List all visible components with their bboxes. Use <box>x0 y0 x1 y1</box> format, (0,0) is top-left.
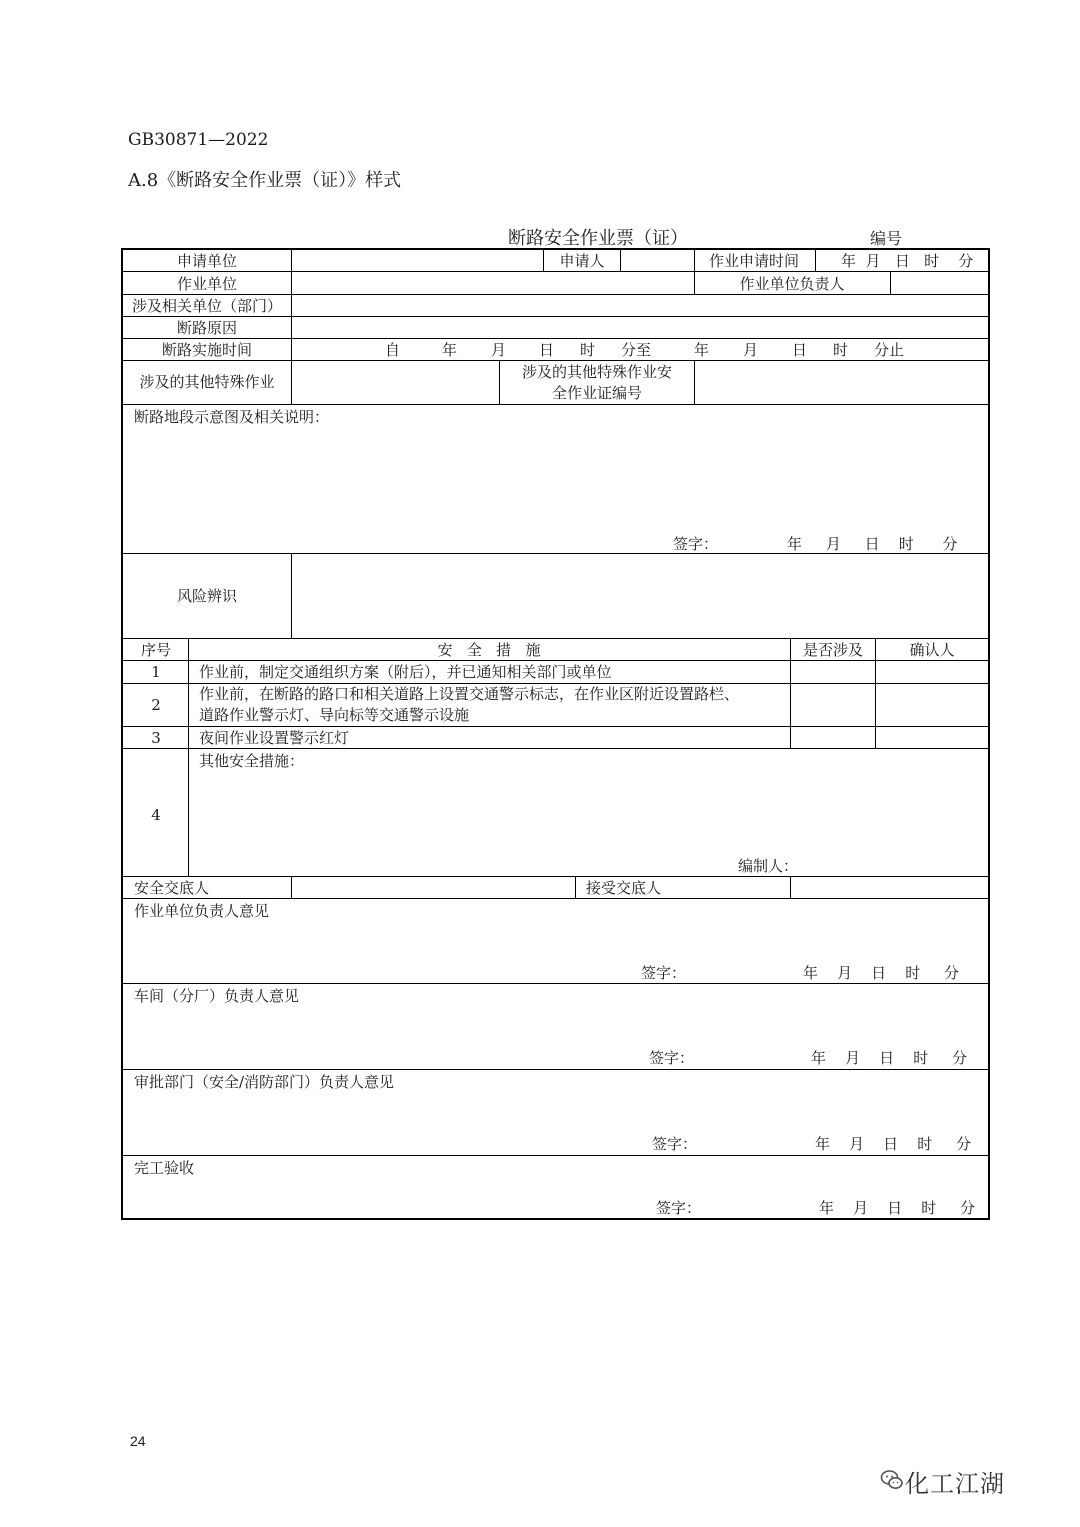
measure-involved-cell[interactable] <box>791 661 875 683</box>
opinion-sign-date: 年 月 日 时 分 <box>803 964 960 982</box>
row-divider <box>123 338 988 339</box>
apply-time-field[interactable]: 年 月 日 时 分 <box>841 252 974 270</box>
form-title: 断路安全作业票（证） <box>508 228 688 249</box>
row-divider <box>123 898 988 899</box>
reason-field[interactable] <box>292 317 988 338</box>
completion-label: 完工验收 <box>134 1159 195 1177</box>
opinion-field[interactable] <box>123 1007 988 1047</box>
measure-confirmer-cell[interactable] <box>876 684 988 726</box>
watermark: 化工江湖 <box>905 1470 1005 1498</box>
measure-involved-cell[interactable] <box>791 727 875 748</box>
time-hour: 时 <box>580 341 596 359</box>
other-special-label: 涉及的其他特殊作业 <box>139 373 275 391</box>
confirmer-header: 确认人 <box>909 641 955 659</box>
related-units-label: 涉及相关单位（部门） <box>131 297 283 315</box>
measure-involved-cell[interactable] <box>791 684 875 726</box>
work-unit-field[interactable] <box>292 272 694 294</box>
opinion-label: 审批部门（安全/消防部门）负责人意见 <box>134 1073 395 1091</box>
row-divider <box>123 404 988 405</box>
opinion-field[interactable] <box>123 1093 988 1133</box>
opinion-sign-date: 年 月 日 时 分 <box>815 1135 972 1153</box>
measure-text: 作业前，制定交通组织方案（附后），并已通知相关部门或单位 <box>199 663 612 681</box>
measure-seq: 1 <box>151 663 161 681</box>
opinion-sign-label: 签字： <box>641 964 687 982</box>
other-special-field[interactable] <box>292 361 499 404</box>
time-min-end: 分止 <box>874 341 905 359</box>
other-special-no-label-line1: 涉及的其他特殊作业安 <box>521 363 673 381</box>
receiver-field[interactable] <box>791 877 988 898</box>
col-divider <box>499 360 500 404</box>
time-year2: 年 <box>694 341 710 359</box>
time-month: 月 <box>491 341 507 359</box>
row-divider <box>123 1155 988 1156</box>
time-hour2: 时 <box>833 341 849 359</box>
row-divider <box>123 1069 988 1070</box>
time-day: 日 <box>539 341 555 359</box>
time-from: 自 <box>385 341 401 359</box>
time-year: 年 <box>442 341 458 359</box>
involved-header: 是否涉及 <box>802 641 864 659</box>
diagram-area[interactable] <box>123 428 988 528</box>
page-number: 24 <box>130 1433 146 1449</box>
impl-time-label: 断路实施时间 <box>161 341 253 359</box>
receiver-label: 接受交底人 <box>586 879 662 897</box>
applicant-unit-field[interactable] <box>292 250 543 271</box>
col-divider <box>575 876 576 898</box>
opinion-field[interactable] <box>123 922 988 962</box>
completion-sign-label: 签字： <box>656 1199 702 1217</box>
reason-label: 断路原因 <box>176 319 238 337</box>
discloser-label: 安全交底人 <box>134 879 210 897</box>
measure-seq: 3 <box>151 729 161 747</box>
col-divider <box>815 250 816 272</box>
measure-seq: 2 <box>151 696 161 714</box>
col-divider <box>543 250 544 272</box>
form-number-label: 编号 <box>870 229 903 248</box>
time-day2: 日 <box>792 341 808 359</box>
measure-seq: 4 <box>151 806 161 824</box>
seq-header: 序号 <box>140 641 172 659</box>
risk-label: 风险辨识 <box>176 587 238 605</box>
opinion-sign-label: 签字： <box>649 1049 695 1067</box>
permit-form <box>121 248 990 1220</box>
related-units-field[interactable] <box>292 295 988 316</box>
applicant-field[interactable] <box>621 250 694 271</box>
compiler-label: 编制人： <box>738 857 799 875</box>
diagram-sign-date: 年 月 日 时 分 <box>787 535 958 553</box>
row-divider <box>123 748 988 749</box>
completion-sign-date: 年 月 日 时 分 <box>819 1199 976 1217</box>
measure-confirmer-cell[interactable] <box>876 727 988 748</box>
risk-field[interactable] <box>292 554 988 638</box>
work-unit-leader-field[interactable] <box>891 272 988 294</box>
other-measures-field[interactable] <box>189 772 988 854</box>
standard-code: GB30871—2022 <box>128 130 269 150</box>
col-divider <box>694 250 695 294</box>
opinion-sign-date: 年 月 日 时 分 <box>811 1049 968 1067</box>
measure-text-line1: 作业前，在断路的路口和相关道路上设置交通警示标志，在作业区附近设置路栏、 <box>199 685 740 703</box>
diagram-sign-label: 签字： <box>673 535 719 553</box>
measure-text: 夜间作业设置警示红灯 <box>199 729 350 747</box>
other-measures-label: 其他安全措施： <box>199 752 305 770</box>
other-special-no-field[interactable] <box>695 361 988 404</box>
work-unit-leader-label: 作业单位负责人 <box>739 275 845 293</box>
opinion-label: 车间（分厂）负责人意见 <box>134 987 300 1005</box>
discloser-field[interactable] <box>292 877 575 898</box>
opinion-sign-label: 签字： <box>652 1135 698 1153</box>
other-special-no-label-line2: 全作业证编号 <box>551 384 643 402</box>
diagram-label: 断路地段示意图及相关说明： <box>134 408 330 426</box>
opinion-label: 作业单位负责人意见 <box>134 902 270 920</box>
apply-time-label: 作业申请时间 <box>708 252 800 270</box>
applicant-unit-label: 申请单位 <box>176 252 238 270</box>
time-month2: 月 <box>743 341 759 359</box>
row-divider <box>123 638 988 639</box>
applicant-label: 申请人 <box>559 252 605 270</box>
wechat-icon <box>880 1468 904 1492</box>
measure-text-line2: 道路作业警示灯、导向标等交通警示设施 <box>199 706 470 724</box>
measures-header: 安 全 措 施 <box>437 641 541 659</box>
measure-confirmer-cell[interactable] <box>876 661 988 683</box>
row-divider <box>123 983 988 984</box>
work-unit-label: 作业单位 <box>176 275 238 293</box>
time-min-to: 分至 <box>621 341 652 359</box>
completion-field[interactable] <box>123 1179 988 1199</box>
section-title: A.8《断路安全作业票（证）》样式 <box>128 170 402 191</box>
